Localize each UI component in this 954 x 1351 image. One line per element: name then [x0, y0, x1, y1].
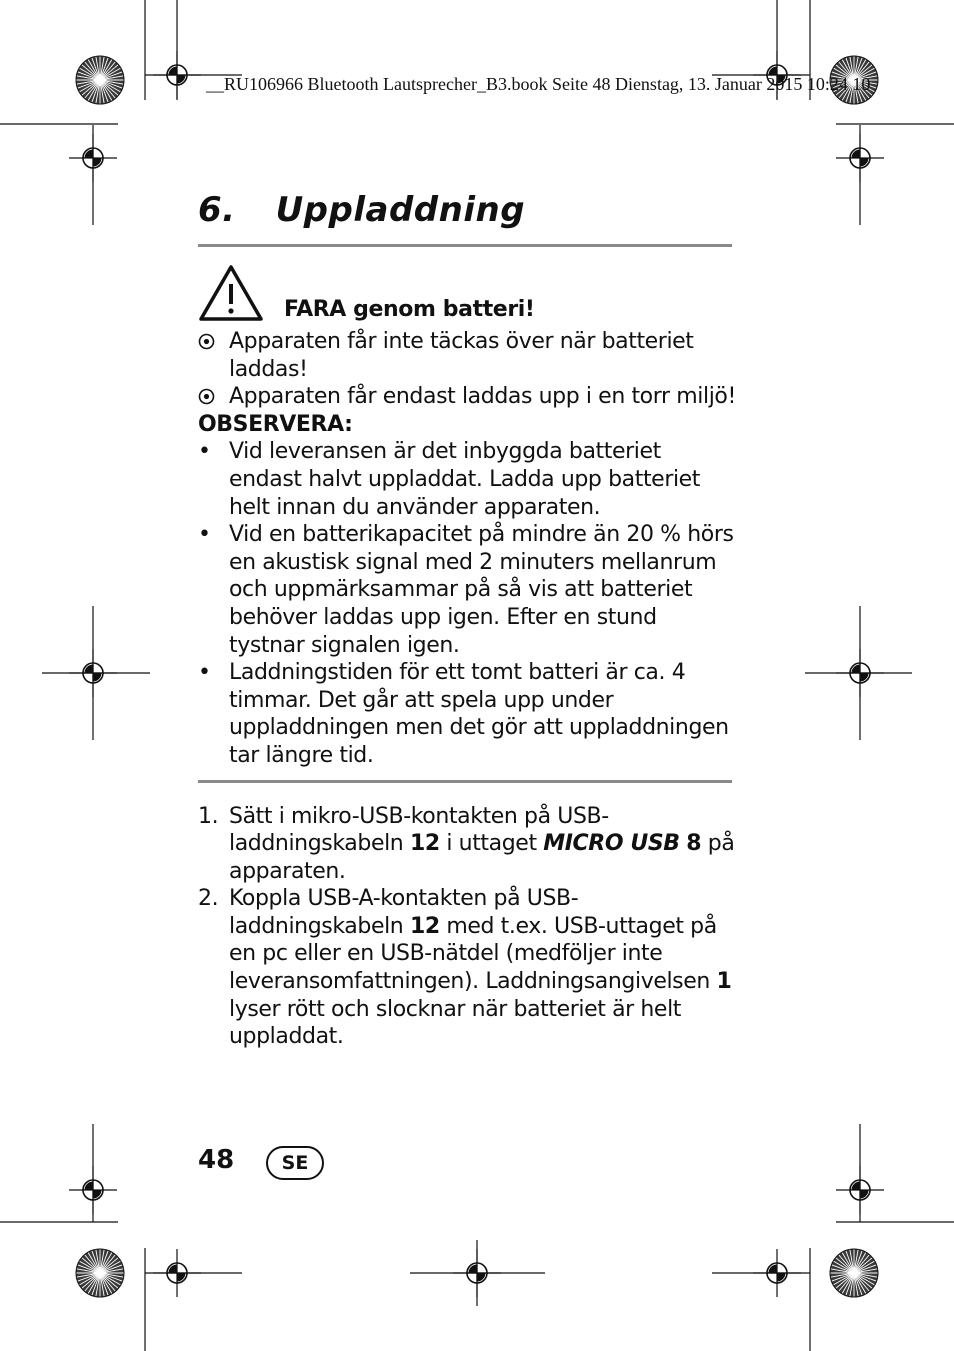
warning-triangle-icon	[198, 264, 264, 322]
warning-item-text: Apparaten får endast laddas upp i en torr miljö!	[229, 384, 736, 410]
bullet-icon: •	[198, 522, 211, 548]
registration-target-icon	[69, 1166, 117, 1214]
warning-item	[198, 328, 738, 383]
note-bullet-text: Vid en batterikapacitet på mindre än 20 % hörs en akustisk signal med 2 minuters mellanrum och uppmärksammar på så vis att batteriet behöver laddas upp igen. Efter en stund tystnar signalen igen.	[229, 522, 734, 658]
part-ref: 12	[409, 831, 440, 857]
step-item	[198, 803, 738, 886]
note-bullet	[198, 659, 738, 769]
note-bullet	[198, 521, 738, 659]
step-number: 2.	[198, 886, 219, 912]
step-item	[198, 885, 738, 1051]
registration-target-icon	[836, 134, 884, 182]
registration-target-icon	[836, 649, 884, 697]
circle-dot-icon	[198, 388, 215, 405]
page-content	[198, 260, 738, 1051]
part-ref: 1	[716, 969, 732, 995]
title-rule	[198, 244, 732, 247]
color-starburst-icon	[830, 1249, 878, 1297]
step-number: 1.	[198, 803, 219, 829]
registration-target-icon	[69, 134, 117, 182]
section-rule	[198, 780, 732, 783]
warning-item	[198, 383, 738, 411]
registration-target-icon	[69, 649, 117, 697]
section-number: 6.	[198, 190, 236, 230]
bullet-icon: •	[198, 439, 211, 465]
page-number: 48	[198, 1145, 235, 1175]
warning-block	[198, 260, 738, 328]
language-badge: SE	[266, 1146, 324, 1180]
note-heading: OBSERVERA:	[198, 411, 353, 437]
section-title	[198, 190, 525, 230]
color-starburst-icon	[76, 56, 124, 104]
color-starburst-icon	[76, 1249, 124, 1297]
circle-dot-icon	[198, 333, 215, 350]
part-ref: 12	[409, 913, 440, 939]
warning-item-text: Apparaten får inte täckas över när batteriet laddas!	[229, 329, 694, 382]
warning-label: FARA genom batteri!	[284, 297, 535, 322]
note-bullet-text: Vid leveransen är det inbyggda batteriet endast halvt uppladdat. Ladda upp batteriet helt innan du använder apparaten.	[229, 439, 701, 520]
connector-label: MICRO USB	[543, 831, 680, 857]
step-text: Sätt i mikro-USB-kontakten på USB-laddningskabeln 12 i uttaget MICRO USB 8 på apparaten.	[229, 803, 735, 884]
section-title-text: Uppladdning	[275, 190, 526, 230]
note-bullet-text: Laddningstiden för ett tomt batteri är ca. 4 timmar. Det går att spela upp under uppladdningen men det gör att uppladdningen tar längre tid.	[229, 660, 729, 768]
print-header: __RU106966 Bluetooth Lautsprecher_B3.book Seite 48 Dienstag, 13. Januar 2015 10:24 10	[206, 74, 871, 94]
bullet-icon: •	[198, 660, 211, 686]
registration-target-icon	[836, 1166, 884, 1214]
part-ref: 8	[686, 831, 702, 857]
step-text: Koppla USB-A-kontakten på USB-laddningskabeln 12 med t.ex. USB-uttaget på en pc eller en USB-nätdel (medföljer inte leveransomfattningen). Laddningsangivelsen 1 lyser rött och slocknar när batteriet är helt uppladdat.	[229, 886, 732, 1050]
note-bullet	[198, 438, 738, 521]
